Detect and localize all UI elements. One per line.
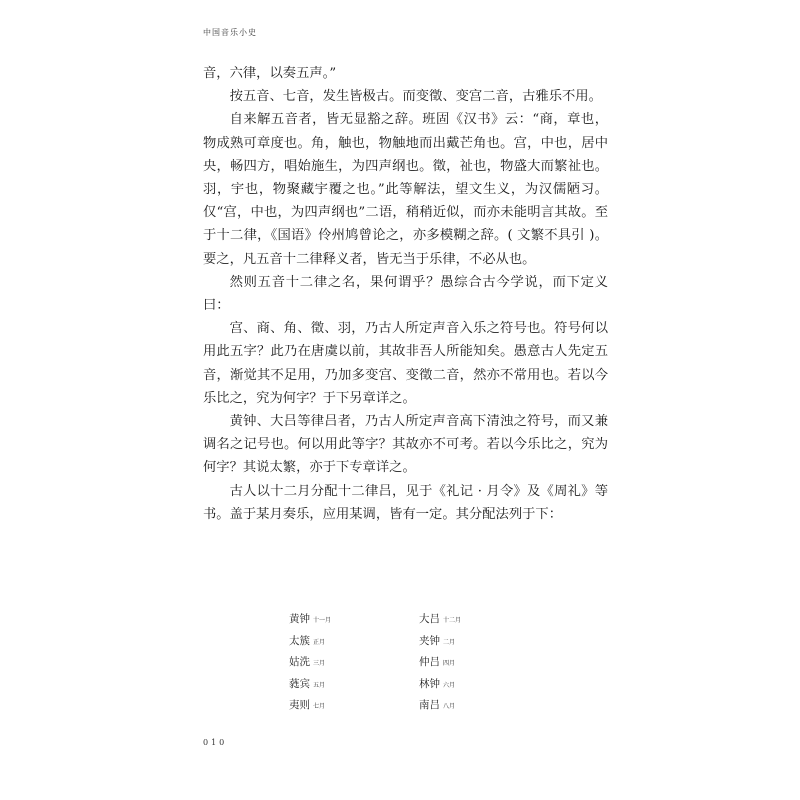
table-cell [419,676,549,691]
table-row [289,673,549,695]
table-cell [289,676,419,691]
lu-name: 蕤宾 [289,677,310,690]
table-cell [289,633,419,648]
lu-name: 林钟 [419,677,440,690]
month-note: 十一月 [313,617,332,625]
month-note: 五月 [313,681,326,689]
table-row [289,651,549,673]
table-row [289,630,549,652]
paragraph: 按五音、七音，发生皆极古。而变徵、变宫二音，古雅乐不用。 [229,89,602,105]
month-note: 三月 [313,660,326,668]
table-cell [289,611,419,626]
table-cell [289,654,419,669]
lu-name: 姑洗 [289,656,310,669]
month-note: 十二月 [443,617,462,625]
body-text [203,62,608,526]
month-note: 六月 [443,681,456,689]
running-head: 中国音乐小史 [203,28,257,37]
paragraph: 音，六律，以奏五声。” [203,66,337,81]
paragraph: 自来解五音者，皆无显豁之辞。班固《汉书》云：“商，章也，物成熟可章度也。角，触也，物触地而出戴芒角也。宫，中也，居中央，畅四方，唱始施生，为四声纲也。徵，祉也，物盛大而繁祉也。羽，宇也，物聚藏宇覆之也。”此等解法，望文生义，为汉儒陋习。仅“宫，中也，为四声纲也”二语，稍稍近似，而亦未能明言其故。至于十二律，《国语》伶州鸠曾论之，亦多模糊之辞。( 文繁不具引 )。要之，凡五音十二律释义者，皆无当于乐律，不必从也。 [203,112,608,267]
paragraph: 古人以十二月分配十二律吕，见于《礼记 · 月令》及《周礼》等书。盖于某月奏乐，应用某调，皆有一定。其分配法列于下： [203,483,608,522]
month-note: 八月 [443,703,456,711]
paragraph: 然则五音十二律之名，果何谓乎？愚综合古今学说，而下定义曰： [203,274,608,314]
month-note: 七月 [313,703,326,711]
page-number: 010 [203,738,228,747]
month-note: 四月 [443,660,456,668]
lu-name: 夷则 [289,699,310,712]
lu-name: 南吕 [419,699,440,712]
table-cell [419,697,549,712]
table-cell [419,654,549,669]
paragraph: 黄钟、大吕等律吕者，乃古人所定声音高下清浊之符号，而又兼调名之记号也。何以用此等字？其故亦不可考。若以今乐比之，究为何字？其说太繁，亦于下专章详之。 [203,414,608,476]
month-note: 正月 [313,638,326,646]
lu-name: 夹钟 [419,634,440,647]
table-cell [419,633,549,648]
table-row [289,608,549,630]
lu-month-table [289,608,549,716]
table-row [289,694,549,716]
table-cell [289,697,419,712]
lu-name: 仲吕 [419,656,440,669]
lu-name: 黄钟 [289,613,310,626]
lu-name: 大吕 [419,613,440,626]
lu-name: 太簇 [289,634,310,647]
paragraph: 宫、商、角、徵、羽，乃古人所定声音入乐之符号也。符号何以用此五字？此乃在唐虞以前，其故非吾人所能知矣。愚意古人先定五音，渐觉其不足用，乃加多变宫、变徵二音，然亦不常用也。若以今乐比之，究为何字？于下另章详之。 [203,321,608,406]
month-note: 二月 [443,638,456,646]
table-cell [419,611,549,626]
